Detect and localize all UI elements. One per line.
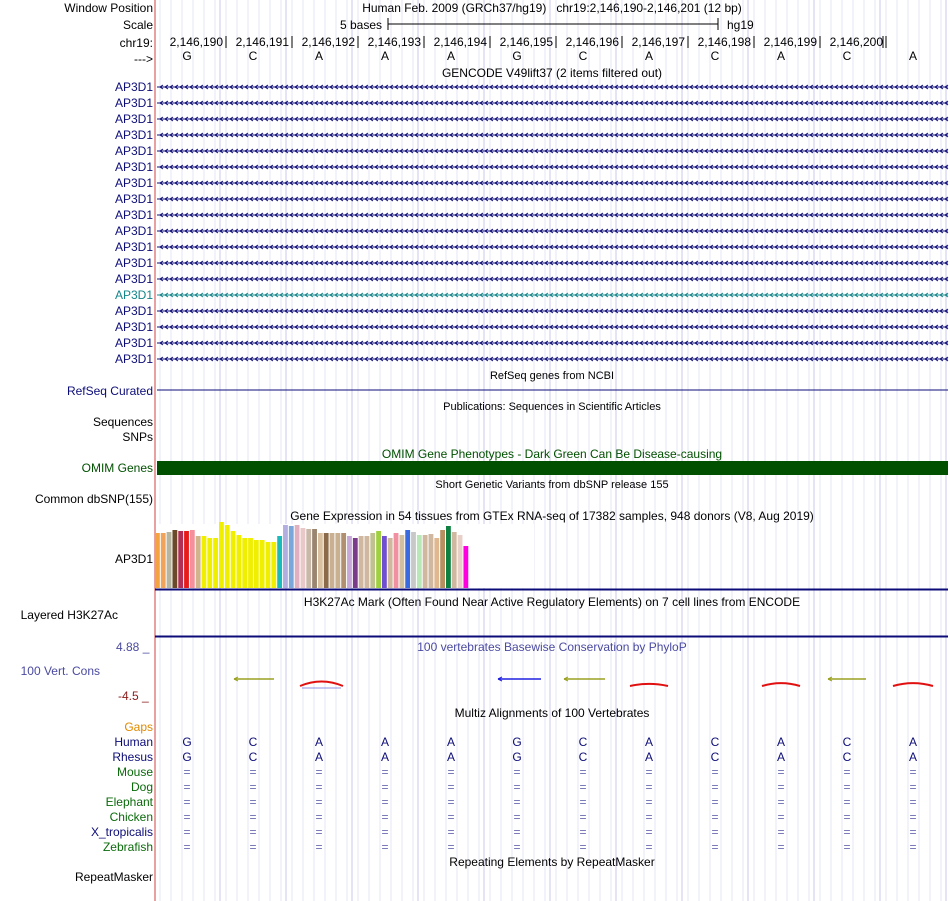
gtex-bar (458, 535, 463, 588)
gtex-bar (289, 526, 294, 588)
ruler-base: G (512, 49, 522, 63)
species-base: = (711, 810, 719, 824)
ruler-position: 2,146,193 (367, 35, 421, 49)
gtex-bar (283, 525, 288, 588)
gtex-bar (236, 535, 241, 588)
species-base: = (513, 825, 521, 839)
scale-label: Scale (122, 18, 153, 32)
gtex-bar (196, 536, 201, 588)
species-base: G (512, 735, 522, 749)
omim-track-title: OMIM Gene Phenotypes - Dark Green Can Be Disease-causing (381, 447, 723, 461)
gencode-transcript-label[interactable]: AP3D1 (114, 160, 153, 174)
repeatmasker-track-title: Repeating Elements by RepeatMasker (449, 855, 655, 869)
species-base: = (843, 825, 851, 839)
species-base: = (711, 825, 719, 839)
species-base: = (645, 795, 653, 809)
gtex-track-title: Gene Expression in 54 tissues from GTEx RNA-seq of 17382 samples, 948 donors (V8, Aug 2019) (290, 509, 814, 523)
species-base: = (909, 780, 917, 794)
gtex-bar (207, 538, 212, 588)
species-base: = (909, 825, 917, 839)
species-base: = (447, 840, 455, 854)
phylop-max-label: 4.88 _ (116, 640, 150, 654)
species-base: = (381, 825, 389, 839)
species-label[interactable]: Mouse (116, 765, 153, 779)
species-base: = (513, 765, 521, 779)
chrom-label: chr19: (119, 36, 153, 50)
gtex-bar (370, 533, 375, 588)
gencode-transcript-label[interactable]: AP3D1 (114, 304, 153, 318)
gencode-transcript-label[interactable]: AP3D1 (114, 128, 153, 142)
gtex-bar (423, 535, 428, 588)
gtex-bar (248, 538, 253, 588)
gtex-bar (463, 546, 468, 588)
gtex-bar (382, 536, 387, 588)
multiz-track-title: Multiz Alignments of 100 Vertebrates (454, 706, 650, 720)
species-base: = (513, 810, 521, 824)
species-base: = (579, 825, 587, 839)
species-base: = (579, 810, 587, 824)
species-base: = (843, 840, 851, 854)
species-base: = (447, 825, 455, 839)
gencode-transcript-label[interactable]: AP3D1 (114, 80, 153, 94)
gtex-bar (365, 536, 370, 588)
species-base: A (908, 750, 918, 764)
ruler-base: A (776, 49, 786, 63)
gtex-bar (440, 530, 445, 588)
species-base: = (843, 810, 851, 824)
species-base: = (447, 810, 455, 824)
ruler-base: C (842, 49, 852, 63)
species-base: C (842, 735, 852, 749)
ruler-position: 2,146,190 (169, 35, 223, 49)
gaps-label: Gaps (124, 720, 153, 734)
species-base: A (446, 735, 456, 749)
phylop-peak (300, 682, 343, 687)
gtex-bar (266, 542, 271, 588)
species-base: A (380, 735, 390, 749)
gtex-bar (417, 535, 422, 588)
species-base: = (447, 795, 455, 809)
species-base: = (777, 780, 785, 794)
species-label[interactable]: Human (114, 735, 153, 749)
species-label[interactable]: Zebrafish (102, 840, 153, 854)
ruler-base: A (380, 49, 390, 63)
species-base: C (578, 735, 588, 749)
species-base: A (776, 735, 786, 749)
species-base: = (777, 765, 785, 779)
species-base: = (315, 780, 323, 794)
gtex-bar (260, 540, 265, 588)
species-base: = (645, 765, 653, 779)
gtex-bar (190, 530, 195, 588)
gtex-bar (231, 531, 236, 588)
gtex-gene-label[interactable]: AP3D1 (114, 552, 153, 566)
gtex-bar (202, 536, 207, 588)
species-base: A (380, 750, 390, 764)
species-base: = (909, 795, 917, 809)
gtex-bar (434, 538, 439, 588)
species-base: = (381, 765, 389, 779)
sequences-label[interactable]: Sequences (92, 415, 153, 429)
gtex-bar (359, 536, 364, 588)
species-base: C (578, 750, 588, 764)
species-base: G (512, 750, 522, 764)
gtex-bar (324, 533, 329, 588)
species-base: = (249, 810, 257, 824)
refseq-curated-label[interactable]: RefSeq Curated (66, 384, 153, 398)
species-base: = (579, 780, 587, 794)
species-base: = (711, 780, 719, 794)
vert-cons-label[interactable]: 100 Vert. Cons (20, 664, 100, 678)
refseq-track-title: RefSeq genes from NCBI (489, 370, 615, 382)
ruler-position: 2,146,194 (433, 35, 487, 49)
gtex-bar (178, 531, 183, 588)
species-base: C (710, 750, 720, 764)
species-base: = (579, 765, 587, 779)
gtex-bar (184, 531, 189, 588)
species-base: = (183, 825, 191, 839)
species-base: = (447, 780, 455, 794)
gtex-bar (347, 536, 352, 588)
ruler-position: 2,146,196 (565, 35, 619, 49)
publications-track-title: Publications: Sequences in Scientific Articles (443, 401, 661, 413)
gencode-transcript-label[interactable]: AP3D1 (114, 112, 153, 126)
gtex-bar (254, 540, 259, 588)
window-position-label: Window Position (64, 1, 153, 15)
species-base: A (644, 735, 654, 749)
assembly-label: hg19 (727, 18, 754, 32)
species-base: = (843, 780, 851, 794)
gtex-bar (318, 533, 323, 588)
gtex-bar (306, 529, 311, 588)
species-base: = (447, 765, 455, 779)
gtex-bar (213, 538, 218, 588)
species-base: G (182, 735, 192, 749)
ruler-base: A (314, 49, 324, 63)
species-base: = (579, 795, 587, 809)
gencode-transcript-label[interactable]: AP3D1 (114, 256, 153, 270)
ruler-base: G (182, 49, 192, 63)
ruler-position: 2,146,191 (235, 35, 289, 49)
omim-genes-label[interactable]: OMIM Genes (81, 461, 153, 475)
scale-text: 5 bases (339, 18, 382, 32)
gtex-bar (376, 531, 381, 588)
species-base: C (248, 735, 258, 749)
species-base: = (183, 840, 191, 854)
species-base: = (513, 795, 521, 809)
species-label[interactable]: Dog (130, 780, 153, 794)
ruler-position: 2,146,199 (763, 35, 817, 49)
species-base: = (315, 840, 323, 854)
species-base: = (711, 795, 719, 809)
gencode-transcript-label[interactable]: AP3D1 (114, 176, 153, 190)
species-base: = (249, 840, 257, 854)
ruler-position: 2,146,198 (697, 35, 751, 49)
gencode-transcript-label[interactable]: AP3D1 (114, 336, 153, 350)
gtex-bar (271, 542, 276, 588)
species-base: = (777, 825, 785, 839)
phylop-track-title: 100 vertebrates Basewise Conservation by PhyloP (417, 640, 687, 654)
phylop-peak (630, 684, 668, 686)
species-base: = (843, 795, 851, 809)
gtex-bar (452, 532, 457, 588)
phylop-peak (893, 683, 933, 686)
gencode-transcript-label[interactable]: AP3D1 (114, 272, 153, 286)
gtex-bar (219, 522, 224, 588)
strand-label: ---> (134, 52, 153, 66)
species-base: A (314, 735, 324, 749)
phylop-min-label: -4.5 _ (118, 689, 149, 703)
species-base: = (381, 780, 389, 794)
gtex-bar (242, 538, 247, 588)
gtex-bar (155, 533, 160, 588)
species-base: = (909, 810, 917, 824)
repeatmasker-label[interactable]: RepeatMasker (74, 870, 153, 884)
species-base: C (710, 735, 720, 749)
species-base: C (842, 750, 852, 764)
species-base: = (315, 825, 323, 839)
gtex-bar (167, 532, 172, 588)
species-base: = (777, 840, 785, 854)
gtex-bar (312, 529, 317, 588)
species-base: = (645, 825, 653, 839)
ruler-position: 2,146,197 (631, 35, 685, 49)
gencode-transcript-label[interactable]: AP3D1 (114, 208, 153, 222)
species-base: = (909, 840, 917, 854)
gtex-bar (405, 530, 410, 588)
gtex-bar (446, 526, 451, 588)
gtex-bar (301, 528, 306, 588)
ruler-base: C (248, 49, 258, 63)
gtex-bar (335, 533, 340, 588)
dbsnp-track-title: Short Genetic Variants from dbSNP release 155 (435, 479, 669, 491)
species-base: = (645, 810, 653, 824)
gencode-transcript-label[interactable]: AP3D1 (114, 192, 153, 206)
species-base: = (513, 780, 521, 794)
gtex-bar (277, 536, 282, 588)
species-label[interactable]: Chicken (109, 810, 153, 824)
species-base: = (777, 795, 785, 809)
gencode-transcript-label[interactable]: AP3D1 (114, 288, 153, 302)
gtex-bar (225, 525, 230, 588)
species-base: = (645, 840, 653, 854)
species-label[interactable]: Rhesus (112, 750, 153, 764)
species-base: = (249, 765, 257, 779)
ruler-base: A (908, 49, 918, 63)
gtex-bar (295, 525, 300, 588)
gencode-track-title: GENCODE V49lift37 (2 items filtered out) (441, 66, 663, 80)
species-base: = (909, 765, 917, 779)
species-base: = (249, 825, 257, 839)
species-base: = (249, 795, 257, 809)
ruler-base: C (578, 49, 588, 63)
species-base: A (314, 750, 324, 764)
species-base: = (183, 765, 191, 779)
gtex-bar (330, 533, 335, 588)
gtex-bar (341, 533, 346, 588)
common-dbsnp-label[interactable]: Common dbSNP(155) (34, 492, 153, 506)
species-base: = (579, 840, 587, 854)
species-base: = (843, 765, 851, 779)
species-base: = (711, 840, 719, 854)
species-base: = (315, 765, 323, 779)
species-base: = (183, 810, 191, 824)
species-base: = (381, 840, 389, 854)
layered-h3k27ac-label[interactable]: Layered H3K27Ac (20, 608, 118, 622)
species-base: = (183, 795, 191, 809)
ruler-base: A (644, 49, 654, 63)
gtex-bar (388, 538, 393, 588)
species-base: = (711, 765, 719, 779)
species-base: = (381, 795, 389, 809)
gtex-bar (353, 538, 358, 588)
ruler-position: 2,146,200 (829, 35, 883, 49)
h3k27ac-track-title: H3K27Ac Mark (Often Found Near Active Regulatory Elements) on 7 cell lines from ENCODE (303, 595, 801, 609)
gencode-transcript-label[interactable]: AP3D1 (114, 96, 153, 110)
gencode-transcript-label[interactable]: AP3D1 (114, 352, 153, 366)
omim-gene-bar (157, 461, 948, 475)
species-base: A (776, 750, 786, 764)
species-base: = (645, 780, 653, 794)
species-base: = (513, 840, 521, 854)
gencode-transcript-label[interactable]: AP3D1 (114, 224, 153, 238)
gtex-bar (411, 532, 416, 588)
species-base: A (644, 750, 654, 764)
species-label[interactable]: Elephant (105, 795, 153, 809)
gtex-bar (399, 535, 404, 588)
species-base: = (183, 780, 191, 794)
gencode-transcript-label[interactable]: AP3D1 (114, 320, 153, 334)
browser-title: Human Feb. 2009 (GRCh37/hg19) chr19:2,146,190-2,146,201 (12 bp) (362, 1, 742, 15)
species-base: = (315, 795, 323, 809)
species-base: = (777, 810, 785, 824)
ruler-base: C (710, 49, 720, 63)
species-base: C (248, 750, 258, 764)
gtex-bar (394, 533, 399, 588)
ruler-base: A (446, 49, 456, 63)
species-base: A (446, 750, 456, 764)
gtex-bar (429, 534, 434, 588)
gencode-transcript-label[interactable]: AP3D1 (114, 240, 153, 254)
species-base: G (182, 750, 192, 764)
ruler-position: 2,146,192 (301, 35, 355, 49)
species-base: = (315, 810, 323, 824)
species-label[interactable]: X_tropicalis (90, 825, 153, 839)
species-base: = (381, 810, 389, 824)
species-base: = (249, 780, 257, 794)
snps-label[interactable]: SNPs (122, 430, 153, 444)
gtex-bar (172, 530, 177, 588)
gencode-transcript-label[interactable]: AP3D1 (114, 144, 153, 158)
phylop-peak (762, 683, 800, 686)
gtex-bar (161, 533, 166, 588)
species-base: A (908, 735, 918, 749)
ruler-position: 2,146,195 (499, 35, 553, 49)
